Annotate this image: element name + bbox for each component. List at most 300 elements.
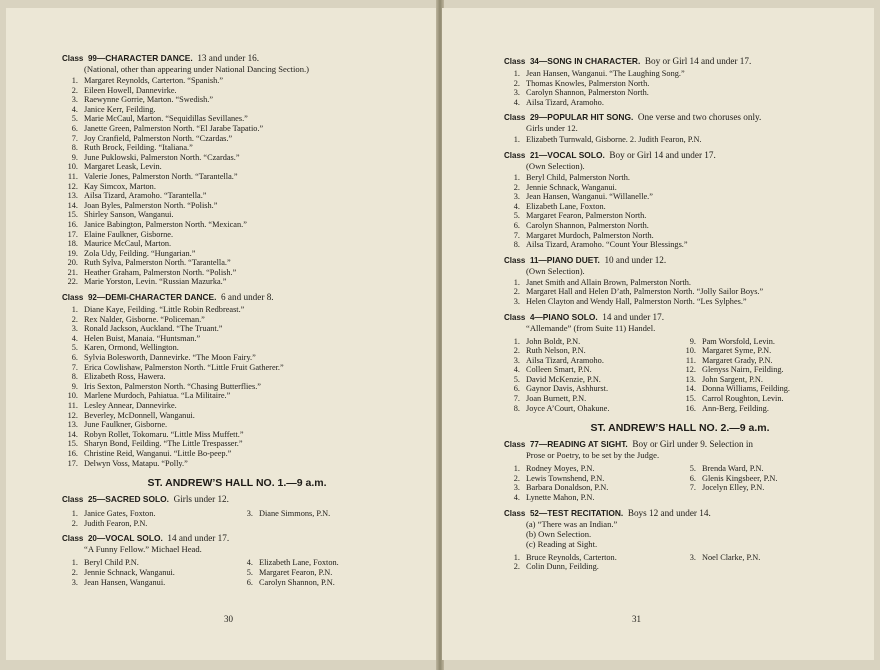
entry-item — [504, 346, 680, 356]
entry-text: Valerie Jones, Palmerston North. “Tarantella.” — [84, 171, 238, 181]
entry-text: Karen, Ormond, Wellington. — [84, 343, 179, 353]
entry-item — [680, 384, 856, 394]
entry-text: Ruth Nelson, P.N. — [526, 346, 586, 356]
entry-list — [504, 135, 856, 145]
entry-text: Jean Hansen, Wanganui. “Willanelle.” — [526, 192, 653, 202]
class-label: Class — [504, 508, 526, 518]
entry-text: Jennie Schnack, Wanganui. — [526, 182, 617, 192]
class-title: SONG IN CHARACTER. — [547, 56, 641, 66]
class-title: VOCAL SOLO. — [547, 149, 605, 160]
entry-text: Helen Clayton and Wendy Hall, Palmerston North. “Les Sylphes.” — [526, 296, 747, 306]
class-label: Class — [504, 150, 526, 160]
entry-text: Elizabeth Turnwald, Gisborne. 2. Judith Fearon, P.N. — [526, 135, 702, 145]
class-condition: Boy or Girl 14 and under 17. — [644, 56, 752, 66]
entry-text: Lewis Townshend, P.N. — [526, 473, 605, 483]
entry-number: 14. — [67, 200, 78, 210]
right-page-content — [504, 51, 856, 572]
entry-text: Eileen Howell, Dannevirke. — [84, 85, 177, 95]
entry-text: Carrol Roughton, Levin. — [702, 394, 784, 404]
entry-number: 1. — [71, 76, 78, 85]
entry-item — [62, 134, 412, 144]
entry-number: 3. — [246, 509, 253, 519]
heading-dash: — — [96, 292, 106, 303]
entry-list — [504, 553, 680, 572]
entry-item — [62, 305, 412, 315]
entry-number: 1. — [513, 135, 520, 145]
entry-number: 10. — [67, 162, 78, 172]
entry-text: Marlene Murdoch, Pahiatua. “La Militaire.” — [84, 391, 231, 401]
entry-item — [62, 258, 412, 268]
entry-item — [62, 449, 412, 459]
entry-text: Colin Dunn, Feilding. — [526, 562, 599, 572]
class-heading — [504, 150, 856, 161]
entry-number: 11. — [685, 355, 696, 365]
class-section — [504, 112, 856, 145]
entry-text: Janet Smith and Allain Brown, Palmerston North. — [526, 277, 692, 287]
entry-number: 2. — [71, 518, 78, 528]
right-page — [442, 8, 874, 660]
left-page — [6, 8, 438, 660]
entry-number: 5. — [71, 343, 78, 353]
heading-dash: — — [96, 533, 106, 544]
entry-item — [504, 493, 680, 503]
entry-text: Carolyn Shannon, Palmerston North. — [526, 220, 649, 230]
entry-list — [504, 69, 856, 107]
entry-item — [62, 558, 237, 568]
entry-number: 5. — [513, 374, 520, 384]
entry-item — [504, 562, 680, 572]
entry-item — [504, 79, 856, 89]
class-heading — [62, 533, 412, 544]
class-section — [62, 494, 412, 528]
entry-text: Kay Simcox, Marton. — [84, 181, 156, 191]
entry-list — [62, 558, 237, 587]
entry-number: 1. — [71, 509, 78, 519]
entry-item — [504, 337, 680, 347]
entry-number: 4. — [71, 104, 78, 114]
class-number: 52 — [529, 508, 539, 518]
entry-item — [62, 343, 412, 353]
entry-item — [504, 483, 680, 493]
entry-item — [504, 375, 680, 385]
entry-item — [680, 483, 856, 493]
entry-list — [504, 173, 856, 250]
entry-item — [62, 578, 237, 588]
entry-list — [680, 464, 856, 502]
entry-text: Ruth Sylva, Palmerston North. “Tarantella.” — [84, 258, 231, 268]
entry-item — [62, 239, 412, 249]
entry-list — [504, 337, 680, 414]
entry-item — [62, 153, 412, 163]
entry-number: 9. — [71, 381, 78, 391]
class-number: 29 — [529, 113, 539, 123]
entry-item — [62, 439, 412, 449]
entries-columns — [504, 551, 856, 572]
entry-item — [504, 365, 680, 375]
entry-text: Margaret Fearon, P.N. — [259, 567, 333, 577]
entry-text: Christine Reid, Wanganui. “Little Bo-peep.” — [84, 448, 232, 458]
entry-item — [62, 277, 412, 287]
entry-item — [62, 105, 412, 115]
entry-number: 18. — [67, 239, 78, 249]
entry-text: Diane Simmons, P.N. — [259, 509, 331, 519]
entry-number: 4. — [513, 201, 520, 211]
entry-item — [62, 76, 412, 86]
class-subtitle: (b) Own Selection. — [526, 528, 592, 539]
entry-item — [62, 334, 412, 344]
entry-text: John Sargent, P.N. — [702, 374, 763, 384]
class-subtitle: (National, other than appearing under National Dancing Section.) — [84, 64, 310, 74]
class-title: PIANO DUET. — [546, 254, 600, 265]
entry-number: 2. — [513, 78, 520, 88]
entry-item — [62, 210, 412, 220]
entry-item — [504, 69, 856, 79]
entry-number: 4. — [513, 97, 520, 107]
class-subtitle: (a) “There was an Indian.” — [526, 518, 618, 529]
class-condition: 10 and under 12. — [604, 254, 667, 265]
entry-item — [504, 384, 680, 394]
entry-number: 2. — [71, 85, 78, 95]
entry-number: 16. — [67, 219, 78, 229]
entry-item — [504, 394, 680, 404]
entry-number: 3. — [71, 324, 78, 334]
entry-text: Diane Kaye, Feilding. “Little Robin Redbreast.” — [84, 305, 245, 315]
entry-text: Glenis Kingsbeer, P.N. — [702, 473, 778, 483]
class-label: Class — [62, 54, 84, 63]
heading-dash: — — [538, 56, 548, 66]
entry-item — [237, 568, 412, 578]
entry-number: 16. — [685, 403, 696, 413]
entry-number: 7. — [689, 483, 696, 493]
entries-columns — [504, 335, 856, 414]
entry-text: Sylvia Bolesworth, Dannevirke. “The Moon Fairy.” — [84, 353, 256, 363]
entry-item — [504, 240, 856, 250]
entry-item — [62, 353, 412, 363]
entry-text: Lynette Mahon, P.N. — [526, 493, 595, 503]
entry-number: 4. — [246, 558, 253, 568]
class-condition: 6 and under 8. — [221, 292, 274, 303]
entry-text: Raewynne Gorrie, Marton. “Swedish.” — [84, 95, 214, 105]
class-heading — [504, 439, 856, 450]
entry-item — [504, 135, 856, 145]
entry-number: 17. — [67, 458, 78, 468]
entry-number: 7. — [513, 230, 520, 240]
entry-list — [680, 553, 856, 572]
entry-text: Lesley Annear, Dannevirke. — [84, 401, 177, 410]
class-title: READING AT SIGHT. — [547, 439, 628, 450]
entry-item — [504, 88, 856, 98]
entry-text: Carolyn Shannon, Palmerston North. — [526, 88, 649, 98]
entries-columns — [504, 462, 856, 502]
class-label: Class — [504, 312, 526, 322]
entry-number: 16. — [67, 448, 78, 458]
entry-number: 1. — [513, 552, 520, 562]
entry-text: Delwyn Voss, Matapu. “Polly.” — [84, 458, 188, 468]
entry-text: Gaynor Davis, Ashhurst. — [526, 384, 609, 394]
entry-text: Jennie Schnack, Wanganui. — [84, 567, 175, 577]
entry-number: 7. — [71, 133, 78, 143]
entry-item — [62, 401, 412, 411]
entry-text: David McKenzie, P.N. — [526, 374, 601, 384]
hall-heading: ST. ANDREW’S HALL NO. 1.—9 a.m. — [147, 477, 327, 490]
entry-number: 9. — [689, 336, 696, 346]
entry-text: Margaret Murdoch, Palmerston North. — [526, 230, 654, 240]
class-number: 4 — [529, 312, 535, 322]
entry-number: 2. — [513, 473, 520, 483]
entry-item — [504, 297, 856, 307]
entry-item — [504, 287, 856, 297]
class-title: TEST RECITATION. — [547, 507, 624, 518]
entry-text: Margaret Syme, P.N. — [702, 346, 772, 356]
entry-number: 21. — [67, 267, 78, 277]
entry-number: 2. — [513, 346, 520, 356]
entry-number: 17. — [67, 229, 78, 239]
entry-item — [62, 411, 412, 421]
entry-item — [237, 509, 412, 519]
heading-dash: — — [96, 53, 106, 63]
entry-text: Joan Burnett, P.N. — [526, 394, 587, 404]
entry-text: Ann-Berg, Feilding. — [702, 403, 769, 413]
entry-text: Erica Cowlishaw, Palmerston North. “Little Fruit Gatherer.” — [84, 362, 284, 372]
entry-number: 15. — [67, 210, 78, 220]
entry-text: Helen Buist, Manaia. “Huntsman.” — [84, 333, 201, 343]
entry-number: 7. — [71, 362, 78, 372]
entry-item — [62, 372, 412, 382]
entry-text: Heather Graham, Palmerston North. “Polish.” — [84, 267, 237, 277]
entry-number: 5. — [689, 464, 696, 474]
class-section — [504, 508, 856, 572]
class-condition: 13 and under 16. — [197, 53, 260, 63]
entry-text: Ailsa Tizard, Aramoho. — [526, 355, 604, 365]
entry-number: 3. — [513, 192, 520, 202]
entry-item — [504, 231, 856, 241]
entry-text: Pam Worsfold, Levin. — [702, 336, 775, 346]
entry-text: Margaret Grady, P.N. — [702, 355, 773, 365]
entry-item — [504, 173, 856, 183]
entry-text: Thomas Knowles, Palmerston North. — [526, 78, 650, 88]
entry-text: Barbara Donaldson, P.N. — [526, 483, 609, 493]
entry-item — [62, 143, 412, 153]
entry-text: Sharyn Bond, Feilding. “The Little Trespasser.” — [84, 439, 243, 449]
entry-text: Elizabeth Lane, Foxton. — [259, 558, 339, 568]
entry-text: Ailsa Tizard, Aramoho. “Count Your Blessings.” — [526, 240, 688, 250]
entry-item — [504, 464, 680, 474]
entry-number: 5. — [513, 211, 520, 221]
entry-text: Joan Byles, Palmerston North. “Polish.” — [84, 200, 218, 210]
entry-text: Beryl Child, Palmerston North. — [526, 172, 630, 182]
class-title: DEMI-CHARACTER DANCE. — [105, 292, 217, 303]
entry-text: Janice Kerr, Feilding. — [84, 104, 156, 114]
entry-number: 2. — [71, 567, 78, 577]
class-label: Class — [62, 293, 84, 303]
class-section — [62, 53, 412, 287]
entry-text: Elizabeth Ross, Hawera. — [84, 372, 166, 382]
class-section — [504, 255, 856, 307]
entry-item — [62, 268, 412, 278]
entry-number: 1. — [71, 558, 78, 568]
entry-text: Beverley, McDonnell, Wanganui. — [84, 410, 195, 420]
entry-item — [504, 553, 680, 563]
entry-number: 11. — [67, 171, 78, 181]
entry-text: Margaret Fearon, Palmerston North. — [526, 211, 647, 221]
entry-item — [62, 249, 412, 259]
entry-item — [680, 394, 856, 404]
entry-list — [237, 509, 412, 528]
entry-number: 12. — [685, 365, 696, 375]
entry-list — [504, 464, 680, 502]
class-condition: Boy or Girl under 9. Selection in — [632, 439, 754, 450]
entry-number: 3. — [513, 88, 520, 98]
class-subtitle: (Own Selection). — [526, 265, 585, 276]
class-section — [504, 56, 856, 107]
entry-number: 4. — [513, 493, 520, 503]
class-subtitle: “A Funny Fellow.” Michael Head. — [84, 544, 202, 555]
entry-text: Jean Hansen, Wanganui. — [84, 577, 166, 587]
class-heading — [62, 53, 412, 64]
class-condition: 14 and under 17. — [602, 311, 665, 322]
entry-text: Janette Green, Palmerston North. “El Jarabe Tapatio.” — [84, 123, 264, 133]
hall-heading: ST. ANDREW’S HALL NO. 2.—9 a.m. — [590, 422, 770, 435]
entry-text: Donna Williams, Feilding. — [702, 384, 791, 394]
entry-item — [237, 578, 412, 588]
entry-number: 11. — [67, 401, 78, 410]
entry-text: Rex Nalder, Gisborne. “Policeman.” — [84, 314, 205, 324]
entry-item — [62, 519, 237, 529]
entry-list — [237, 558, 412, 587]
page-number-right: 31 — [632, 614, 641, 624]
entry-number: 12. — [67, 410, 78, 420]
class-title: SACRED SOLO. — [105, 494, 169, 505]
entry-number: 4. — [71, 333, 78, 343]
entry-item — [62, 509, 237, 519]
entry-number: 6. — [71, 353, 78, 363]
entry-item — [504, 221, 856, 231]
class-number: 21 — [529, 150, 539, 160]
entry-number: 8. — [71, 372, 78, 382]
class-heading — [504, 508, 856, 519]
entry-text: Marie Yorston, Levin. “Russian Mazurka.” — [84, 277, 227, 287]
entry-item — [62, 114, 412, 124]
entry-number: 3. — [513, 355, 520, 365]
entry-number: 4. — [513, 365, 520, 375]
entry-text: Ruth Brock, Feilding. “Italiana.” — [84, 143, 193, 153]
entry-number: 3. — [71, 577, 78, 587]
entry-item — [504, 211, 856, 221]
entry-list — [504, 278, 856, 307]
entry-item — [680, 346, 856, 356]
class-label: Class — [504, 113, 526, 123]
class-condition: Girls under 12. — [173, 494, 229, 505]
entry-item — [680, 464, 856, 474]
entry-text: Maurice McCaul, Marton. — [84, 239, 172, 249]
entry-number: 14. — [67, 429, 78, 439]
entry-text: Elizabeth Lane, Foxton. — [526, 201, 606, 211]
entry-item — [504, 98, 856, 108]
class-title: PIANO SOLO. — [542, 311, 598, 322]
class-subtitle: Girls under 12. — [526, 123, 578, 134]
class-label: Class — [62, 495, 84, 505]
page-number-left: 30 — [224, 614, 233, 624]
entry-text: Joyce A’Court, Ohakune. — [526, 403, 610, 413]
entry-text: Jocelyn Elley, P.N. — [702, 483, 765, 493]
entry-item — [62, 324, 412, 334]
entry-number: 2. — [71, 314, 78, 324]
class-condition: One verse and two choruses only. — [637, 112, 762, 123]
class-section — [504, 150, 856, 250]
class-label: Class — [62, 534, 84, 544]
heading-dash: — — [538, 507, 548, 518]
entry-number: 2. — [513, 182, 520, 192]
class-number: 11 — [529, 255, 539, 265]
entry-list — [680, 337, 856, 414]
entry-text: Janice Gates, Foxton. — [84, 509, 156, 519]
entry-number: 6. — [246, 577, 253, 587]
class-number: 25 — [87, 495, 97, 505]
entry-item — [504, 278, 856, 288]
entry-text: Ailsa Tizard, Aramoho. — [526, 97, 604, 107]
entry-number: 1. — [71, 305, 78, 315]
entry-number: 8. — [513, 403, 520, 413]
entry-text: Marie McCaul, Marton. “Sequidillas Sevillanes.” — [84, 114, 248, 124]
class-heading — [504, 255, 856, 266]
entry-item — [62, 391, 412, 401]
entry-item — [62, 191, 412, 201]
entry-number: 9. — [71, 152, 78, 162]
entry-item — [504, 404, 680, 414]
class-label: Class — [504, 57, 526, 66]
class-heading — [504, 312, 856, 323]
entry-number: 2. — [513, 287, 520, 297]
entry-item — [504, 356, 680, 366]
entry-number: 1. — [513, 277, 520, 287]
entry-item — [237, 558, 412, 568]
class-heading — [504, 112, 856, 123]
entry-number: 3. — [71, 95, 78, 105]
heading-dash: — — [96, 494, 106, 505]
entry-number: 5. — [246, 567, 253, 577]
class-section — [504, 312, 856, 414]
class-section — [62, 292, 412, 468]
heading-dash: — — [538, 149, 548, 160]
entry-item — [62, 201, 412, 211]
entry-text: Joy Cranfield, Palmerston North. “Czardas.” — [84, 133, 233, 143]
entry-text: Janice Babington, Palmerston North. “Mexican.” — [84, 219, 247, 229]
entry-item — [62, 124, 412, 134]
class-number: 99 — [87, 54, 97, 63]
entry-number: 19. — [67, 248, 78, 258]
class-condition: Boys 12 and under 14. — [627, 507, 711, 518]
class-condition: Boy or Girl 14 and under 17. — [609, 149, 716, 160]
entry-number: 5. — [71, 114, 78, 124]
class-label: Class — [504, 255, 526, 265]
entry-item — [62, 182, 412, 192]
entry-text: Rodney Moyes, P.N. — [526, 464, 595, 474]
entry-text: Judith Fearon, P.N. — [84, 518, 148, 528]
entry-text: John Boldt, P.N. — [526, 336, 581, 346]
entry-item — [680, 404, 856, 414]
entry-number: 8. — [513, 240, 520, 250]
entry-number: 1. — [513, 336, 520, 346]
entry-number: 3. — [689, 552, 696, 562]
entry-number: 10. — [67, 391, 78, 401]
heading-dash: — — [538, 439, 548, 450]
entry-number: 10. — [685, 346, 696, 356]
heading-dash: — — [534, 311, 543, 322]
entry-item — [504, 192, 856, 202]
entry-text: Margaret Reynolds, Carterton. “Spanish.” — [84, 76, 224, 85]
entry-number: 3. — [513, 483, 520, 493]
entry-item — [62, 95, 412, 105]
